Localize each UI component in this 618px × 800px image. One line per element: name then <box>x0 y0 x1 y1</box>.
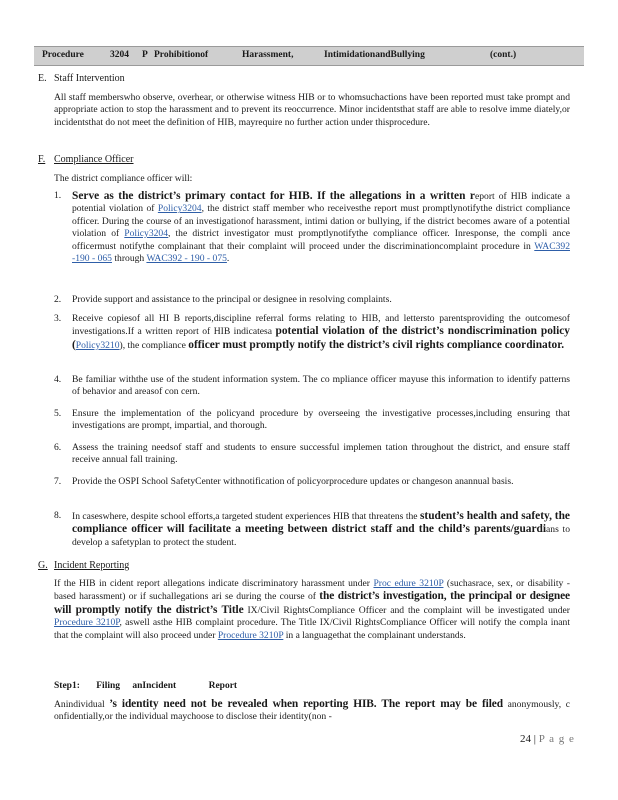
procedure-3210p-link[interactable]: Procedure 3210P <box>54 617 120 629</box>
list-text: Ensure the implementation of the policyand procedure by overseeing the investigative processes,including ensuring that investigations are prompt, impartial, and thorough. <box>72 408 570 432</box>
step-1-heading <box>54 681 237 691</box>
section-g-body <box>54 578 570 642</box>
text-run: anonymously, c onfidentially,or the individual maychoose to disclose their identity(non - <box>54 699 571 723</box>
list-text <box>72 510 570 549</box>
text-run: If the HIB in cident report allegations indicate discriminatory harassment under <box>54 578 374 589</box>
section-e-title: Staff Intervention <box>54 73 125 84</box>
emphasis-text: student’s health and safety, the compliance officer will facilitate a meeting between district staff and the child’s parents/guardi <box>72 510 570 536</box>
text-run: Anindividual <box>54 699 110 710</box>
list-number: 2. <box>54 294 62 305</box>
text-run: . <box>226 253 230 265</box>
wac-392-190-075-link[interactable]: WAC392 - 190 - 075 <box>146 253 227 265</box>
emphasis-text: potential violation of the district’s nondiscrimination policy ( <box>72 325 570 351</box>
header-title-2: Harassment, <box>242 50 294 60</box>
text-run: ans to develop a safetyplan to protect the student. <box>72 524 570 548</box>
section-e-body: All staff memberswho observe, overhear, or otherwise witness HIB or to whomsuchactions have been reported must take prompt and appropriate action to stop the harassment and to prevent its reoccurrence. Minor incidentsthat staff are able to resolve imme diately,or incidentsthat do not meet the definition of HIB, mayrequire no further action under thisprocedure. <box>54 92 570 128</box>
header-procedure: Procedure <box>42 50 84 60</box>
text-run: , the district investigator must promptlynotifythe compliance officer. Inresponse, the compli ance officermust notifythe complainant that their complaint will proceed under the discriminationcomplaint procedure in <box>72 228 570 252</box>
page-footer <box>520 733 575 745</box>
list-text: Be familiar withthe use of the student information system. The co mpliance officer mayuse this information to identify patterns of behavior and areasof con cern. <box>72 374 570 398</box>
header-p: P <box>142 50 148 60</box>
list-number: 1. <box>54 190 62 201</box>
header-title-3: IntimidationandBullying <box>324 50 425 60</box>
list-text: Provide the OSPI School SafetyCenter withnotification of policyorprocedure updates or changeson anannual basis. <box>72 476 514 487</box>
procedure-header <box>34 46 584 66</box>
section-g-letter: G. <box>38 560 48 571</box>
list-number: 5. <box>54 408 62 419</box>
list-number: 3. <box>54 313 62 324</box>
step-word: Report <box>208 681 238 691</box>
text-run: IX/Civil RightsCompliance Officer and the complaint will be investigated under <box>243 604 570 616</box>
list-number: 6. <box>54 442 62 453</box>
list-text: Assess the training needsof staff and students to ensure successful implemen tation throughout the district, and ensure staff receive annual fall training. <box>72 442 570 466</box>
emphasis-text: officer must promptly notify the district’s civil rights compliance coordinator. <box>188 338 565 351</box>
text-run: eport of HIB indicate a potential violation of <box>72 191 570 215</box>
list-text: Provide support and assistance to the principal or designee in resolving complaints. <box>72 294 392 305</box>
list-number: 7. <box>54 476 62 487</box>
step-1-body <box>54 698 570 724</box>
step-label: Step1: <box>54 681 80 691</box>
text-run: (suchasrace, sex, or disability -based harassment) or if suchallegations ari se during the course of <box>54 578 571 603</box>
procedure-3210p-link[interactable]: Proc edure 3210P <box>373 578 444 589</box>
header-title-1: Prohibitionof <box>154 50 209 60</box>
text-run: In caseswhere, despite school efforts,a targeted student experiences HIB that threatens the <box>72 511 420 522</box>
emphasis-text: ’s identity need not be revealed when reporting HIB. The report may be filed <box>109 698 503 710</box>
text-run: Receive copiesof all HI B reports,discipline referral forms relating to HIB, and lettersto parentsproviding the outcomesof investigations.If a written report of HIB indicatesa <box>72 313 570 338</box>
header-cont: (cont.) <box>490 50 517 60</box>
wac-392-190-065-link[interactable]: WAC392 -190 - 065 <box>72 240 570 265</box>
text-run: , the district staff member who receivesthe report must promptlynotifythe district compliance officer. During the course of an investigationof harassment, intimi dation or bullying, if the district becomes aware of a potential violation of <box>72 203 570 240</box>
header-number: 3204 <box>110 50 129 60</box>
text-run: through <box>111 253 147 265</box>
text-run: ), the compliance <box>119 339 189 351</box>
footer-separator: | <box>533 733 536 745</box>
procedure-3210p-link[interactable]: Procedure 3210P <box>217 629 284 641</box>
step-word: anIncident <box>132 681 177 691</box>
section-e-letter: E. <box>38 73 47 84</box>
section-g-title: Incident Reporting <box>54 560 130 571</box>
emphasis-text: the district’s investigation, the principal or designee will promptly notify the district’s Title <box>54 590 570 616</box>
text-run: in a languagethat the complainant understands. <box>283 629 466 641</box>
section-f-title: Compliance Officer <box>54 154 134 165</box>
policy-3204-link[interactable]: Policy3204 <box>124 228 169 240</box>
page-label: P a g e <box>538 733 575 745</box>
page-number: 24 <box>520 733 531 745</box>
section-f-intro: The district compliance officer will: <box>54 173 193 184</box>
emphasis-text: Serve as the district’s primary contact for HIB. If the allegations in a written r <box>72 190 475 202</box>
policy-3210-link[interactable]: Policy3210 <box>75 339 120 351</box>
policy-3204-link[interactable]: Policy3204 <box>157 203 202 215</box>
section-f-letter: F. <box>38 154 46 165</box>
list-text <box>72 313 570 352</box>
text-run: , aswell asthe HIB complaint procedure. The Title IX/Civil RightsCompliance Officer will notify the compla inant that the complaint will also proceed under <box>54 617 570 641</box>
list-text <box>72 190 570 265</box>
list-number: 8. <box>54 510 62 521</box>
step-word: Filing <box>96 681 121 691</box>
list-number: 4. <box>54 374 62 385</box>
